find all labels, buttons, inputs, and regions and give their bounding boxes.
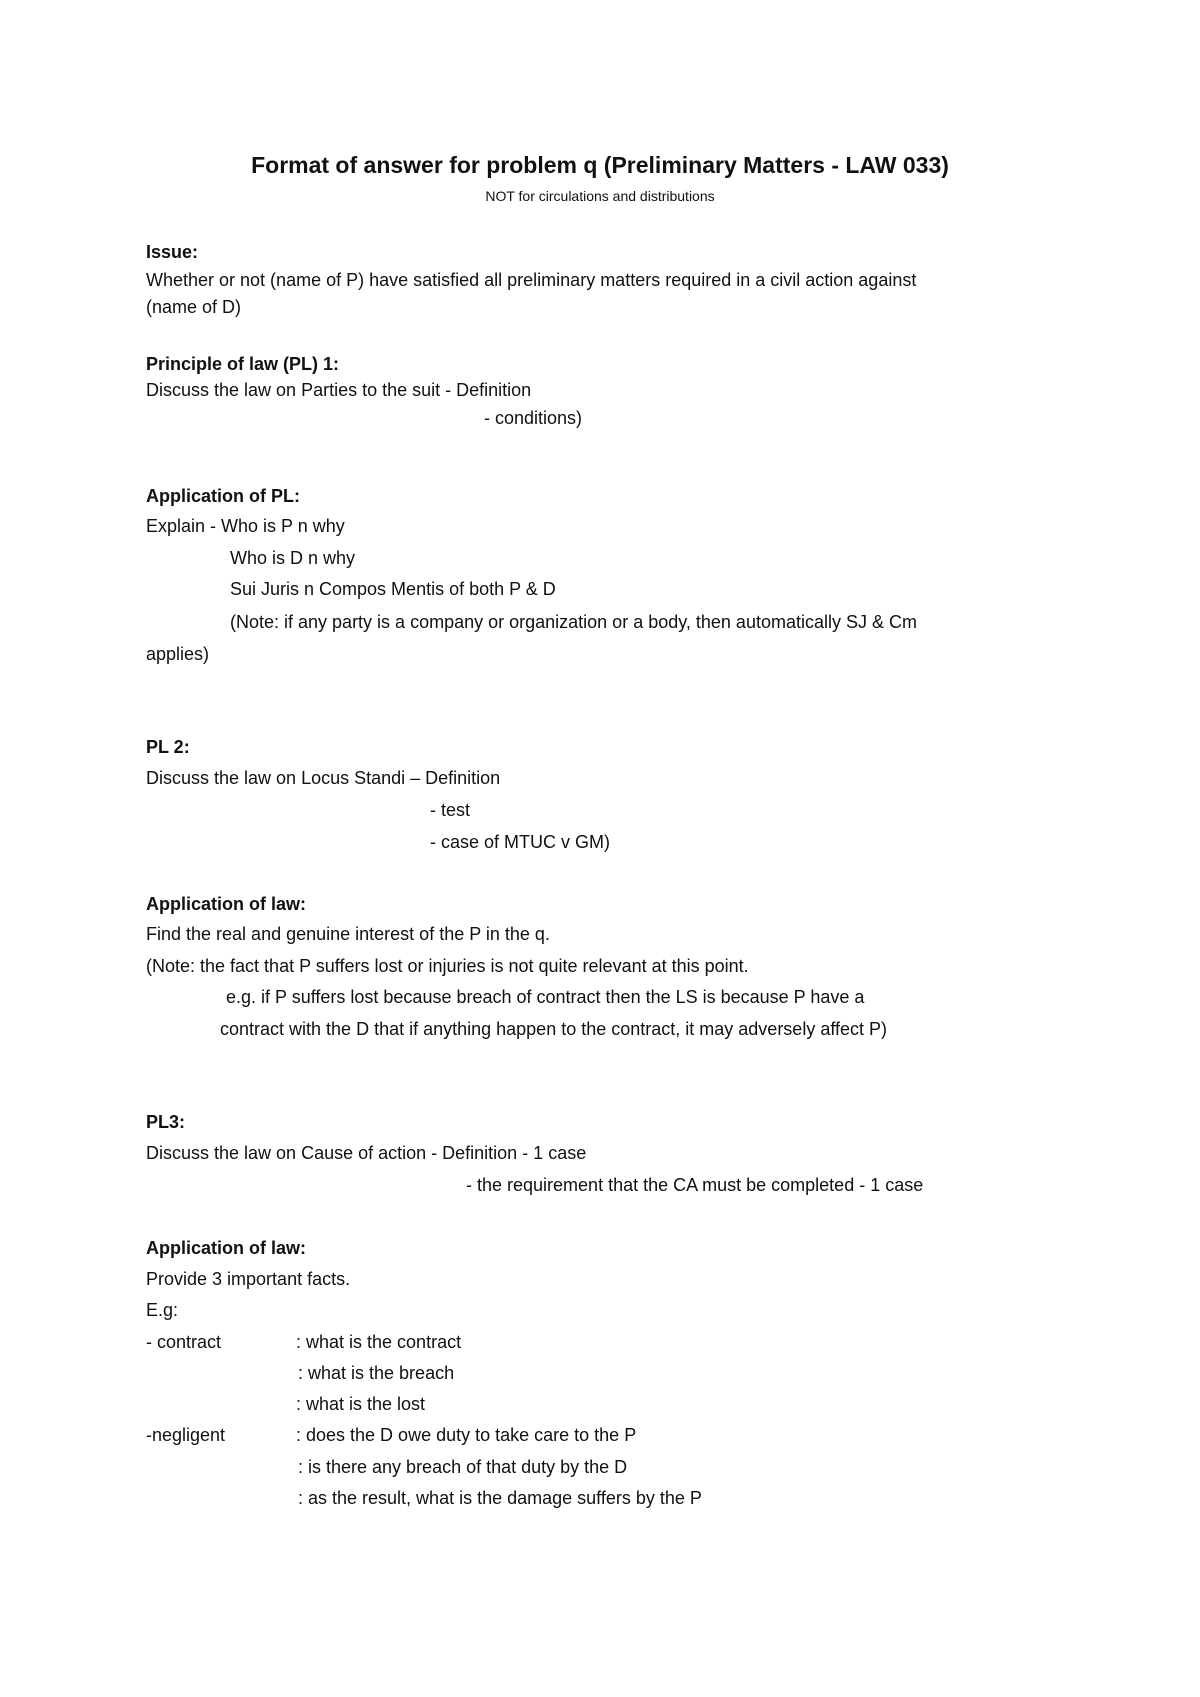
pl1-heading: Principle of law (PL) 1:: [146, 354, 340, 374]
app1-note: applies): [146, 644, 210, 664]
pl3-line: Discuss the law on Cause of action - Definition - 1 case: [146, 1143, 587, 1163]
app2-heading: Application of law:: [146, 894, 306, 914]
negligent-label: -negligent: [146, 1425, 226, 1445]
pl2-line: - case of MTUC v GM): [430, 832, 611, 852]
negligent-item: : does the D owe duty to take care to the P: [296, 1425, 637, 1445]
pl1-line: Discuss the law on Parties to the suit - Definition: [146, 380, 532, 400]
app3-line: E.g:: [146, 1300, 179, 1320]
pl2-line: Discuss the law on Locus Standi – Definition: [146, 768, 501, 788]
app3-line: Provide 3 important facts.: [146, 1269, 351, 1289]
app1-note: (Note: if any party is a company or organization or a body, then automatically SJ & Cm: [230, 612, 917, 632]
issue-line: (name of D): [146, 297, 242, 317]
pl1-line: - conditions): [484, 408, 583, 428]
contract-item: : what is the breach: [298, 1363, 455, 1383]
app2-note: contract with the D that if anything happen to the contract, it may adversely affect P): [220, 1019, 888, 1039]
pl2-line: - test: [430, 800, 471, 820]
contract-item: : what is the contract: [296, 1332, 462, 1352]
app1-line: Who is D n why: [230, 548, 356, 568]
pl2-heading: PL 2:: [146, 737, 190, 757]
app2-note: (Note: the fact that P suffers lost or injuries is not quite relevant at this point.: [146, 956, 749, 976]
app1-line: Explain - Who is P n why: [146, 516, 345, 536]
contract-label: - contract: [146, 1332, 222, 1352]
pl3-heading: PL3:: [146, 1112, 186, 1132]
document-title: Format of answer for problem q (Preliminary Matters - LAW 033): [251, 152, 949, 178]
app2-line: Find the real and genuine interest of the P in the q.: [146, 924, 550, 944]
issue-heading: Issue:: [146, 242, 199, 262]
contract-item: : what is the lost: [296, 1394, 426, 1414]
app2-note: e.g. if P suffers lost because breach of contract then the LS is because P have a: [226, 987, 865, 1007]
negligent-item: : as the result, what is the damage suffers by the P: [298, 1488, 702, 1508]
app3-heading: Application of law:: [146, 1238, 306, 1258]
document-subtitle: NOT for circulations and distributions: [485, 188, 715, 204]
issue-line: Whether or not (name of P) have satisfied all preliminary matters required in a civil action against: [146, 270, 917, 290]
pl3-line: - the requirement that the CA must be completed - 1 case: [466, 1175, 924, 1195]
negligent-item: : is there any breach of that duty by the D: [298, 1457, 628, 1477]
app1-heading: Application of PL:: [146, 486, 300, 506]
app1-line: Sui Juris n Compos Mentis of both P & D: [230, 579, 556, 599]
